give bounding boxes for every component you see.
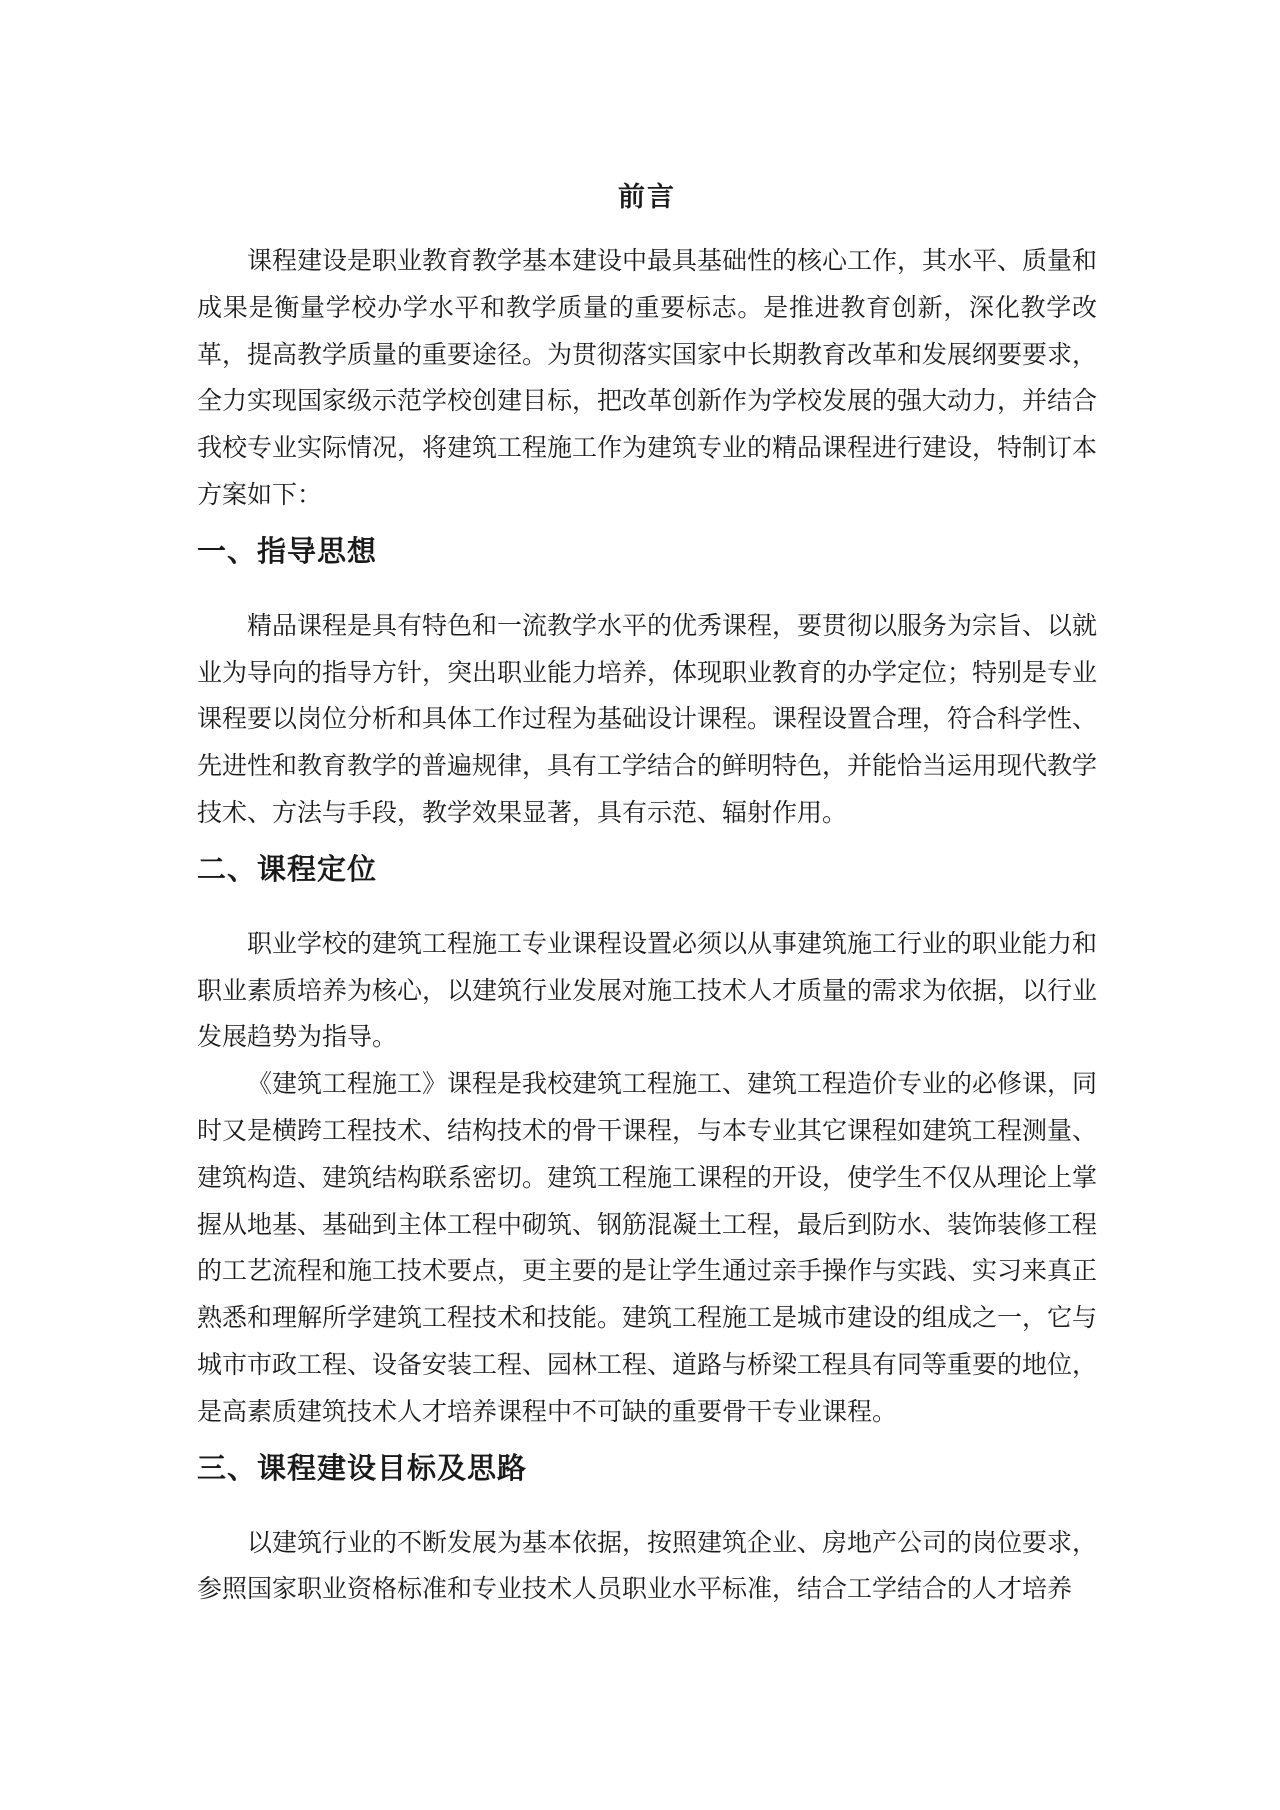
document-page [197,178,1097,1613]
section-guiding-ideology [197,531,1097,837]
section-paragraph: 职业学校的建筑工程施工专业课程设置必须以从事建筑施工行业的职业能力和职业素质培养为核心，以建筑行业发展对施工技术人才质量的需求为依据，以行业发展趋势为指导。 [197,928,1098,1052]
section-heading: 三、课程建设目标及思路 [197,1450,528,1485]
section-paragraph: 精品课程是具有特色和一流教学水平的优秀课程，要贯彻以服务为宗旨、以就业为导向的指导方针，突出职业能力培养，体现职业教育的办学定位；特别是专业课程要以岗位分析和具体工作过程为基础设计课程。课程设置合理，符合科学性、先进性和教育教学的普遍规律，具有工学结合的鲜明特色，并能恰当运用现代教学技术、方法与手段，教学效果显著，具有示范、辐射作用。 [197,610,1098,827]
section-paragraph: 以建筑行业的不断发展为基本依据，按照建筑企业、房地产公司的岗位要求，参照国家职业资格标准和专业技术人员职业水平标准，结合工学结合的人才培养 [197,1527,1098,1604]
section-heading: 二、课程定位 [197,851,378,886]
section-course-goals [197,1448,1097,1614]
intro-paragraph: 课程建设是职业教育教学基本建设中最具基础性的核心工作，其水平、质量和成果是衡量学校办学水平和教学质量的重要标志。是推进教育创新，深化教学改革，提高教学质量的重要途径。为贯彻落实国家中长期教育改革和发展纲要要求，全力实现国家级示范学校创建目标，把改革创新作为学校发展的强大动力，并结合我校专业实际情况，将建筑工程施工作为建筑专业的精品课程进行建设，特制订本方案如下： [197,246,1098,509]
page-title: 前言 [618,182,676,213]
section-heading: 一、指导思想 [197,533,378,568]
section-paragraph: 《建筑工程施工》课程是我校建筑工程施工、建筑工程造价专业的必修课，同时又是横跨工程技术、结构技术的骨干课程，与本专业其它课程如建筑工程测量、建筑构造、建筑结构联系密切。建筑工程施工课程的开设，使学生不仅从理论上掌握从地基、基础到主体工程中砌筑、钢筋混凝土工程，最后到防水、装饰装修工程的工艺流程和施工技术要点，更主要的是让学生通过亲手操作与实践、实习来真正熟悉和理解所学建筑工程技术和技能。建筑工程施工是城市建设的组成之一，它与城市市政工程、设备安装工程、园林工程、道路与桥梁工程具有同等重要的地位，是高素质建筑技术人才培养课程中不可缺的重要骨干专业课程。 [197,1069,1098,1426]
section-course-positioning [197,849,1097,1436]
